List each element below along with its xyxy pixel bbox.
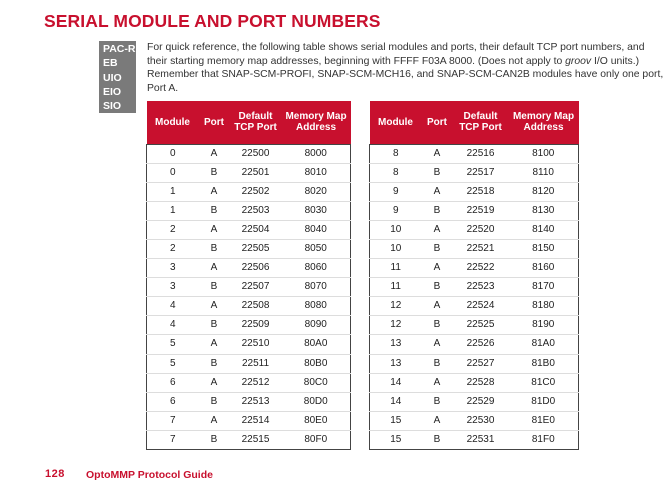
cell-memory-map: 8050 [282,239,351,258]
cell-memory-map: 81C0 [509,373,579,392]
cell-tcp-port: 22509 [230,316,282,335]
cell-module: 7 [169,433,176,445]
cell-memory-map: 8130 [509,201,579,220]
header-memory-map: Memory Map Address [509,101,579,144]
cell-port: A [422,182,453,201]
intro-line [147,55,640,69]
cell-module: 9 [370,182,422,201]
cell-module: 8 [370,144,422,163]
cell-tcp-port: 22513 [230,392,282,411]
cell-memory-map: 80F0 [304,433,328,445]
table-row [147,373,351,392]
cell-module: 0 [147,144,199,163]
port-table-right [369,101,579,450]
cell-port: B [199,392,230,411]
cell-module: 7 [147,411,199,430]
table-row [370,316,579,335]
header-tcp-port: Default TCP Port [453,101,509,144]
table-row [370,430,579,449]
cell-module: 3 [147,259,199,278]
intro-text: I/O units.) [591,55,640,67]
cell-memory-map: 80D0 [282,392,351,411]
cell-port: B [422,392,453,411]
cell-memory-map: 80E0 [282,411,351,430]
table-row [370,239,579,258]
cell-module: 5 [147,335,199,354]
cell-memory-map: 8020 [282,182,351,201]
cell-tcp-port: 22521 [453,239,509,258]
cell-memory-map: 80C0 [282,373,351,392]
cell-port: A [422,297,453,316]
header-tcp-port: Default TCP Port [230,101,282,144]
cell-module: 11 [370,259,422,278]
cell-tcp-port: 22500 [230,144,282,163]
cell-module: 4 [147,297,199,316]
cell-memory-map: 8080 [282,297,351,316]
table-row [147,163,351,182]
cell-memory-map: 81F0 [531,433,555,445]
cell-memory-map: 8100 [509,144,579,163]
cell-tcp-port: 22502 [230,182,282,201]
cell-memory-map: 80A0 [282,335,351,354]
cell-memory-map: 8010 [282,163,351,182]
cell-module: 11 [370,278,422,297]
cell-module: 4 [147,316,199,335]
sidebar-tag: PAC-R [103,43,136,55]
cell-memory-map: 80B0 [282,354,351,373]
table-row [147,430,351,449]
table-row [370,182,579,201]
cell-tcp-port: 22525 [453,316,509,335]
table-row [370,411,579,430]
header-memory-map: Memory Map Address [282,101,351,144]
cell-memory-map: 81E0 [509,411,579,430]
cell-memory-map: 8150 [509,239,579,258]
table-row [147,354,351,373]
cell-port: A [422,144,453,163]
cell-module: 12 [370,316,422,335]
cell-module: 6 [147,373,199,392]
cell-tcp-port: 22522 [453,259,509,278]
table-row [147,182,351,201]
table-row [147,335,351,354]
cell-module: 1 [147,182,199,201]
table-row [147,220,351,239]
intro-line: Port A. [147,82,179,94]
cell-port: B [422,278,453,297]
intro-paragraph [147,41,663,95]
cell-module: 13 [370,335,422,354]
cell-module: 6 [147,392,199,411]
cell-tcp-port: 22505 [230,239,282,258]
cell-port: A [199,335,230,354]
table-row [147,392,351,411]
cell-memory-map: 8070 [282,278,351,297]
table-row [147,144,351,163]
page-title: SERIAL MODULE AND PORT NUMBERS [44,11,381,31]
header-port: Port [422,101,453,144]
cell-memory-map: 8040 [282,220,351,239]
table-row [370,354,579,373]
table-row [370,297,579,316]
cell-port: B [210,433,218,445]
cell-memory-map: 8030 [282,201,351,220]
cell-port: A [199,373,230,392]
cell-port: A [199,297,230,316]
cell-module: 9 [370,201,422,220]
cell-tcp-port: 22514 [230,411,282,430]
cell-memory-map: 8170 [509,278,579,297]
sidebar-tag: SIO [103,100,122,113]
table-header-row [147,101,351,144]
cell-module: 2 [147,239,199,258]
applicability-sidebar [99,41,136,113]
cell-tcp-port: 22504 [230,220,282,239]
port-table-left [146,101,351,450]
cell-tcp-port: 22529 [453,392,509,411]
cell-port: A [199,411,230,430]
cell-module: 10 [370,239,422,258]
cell-port: A [199,144,230,163]
cell-tcp-port: 22523 [453,278,509,297]
table-row [147,201,351,220]
cell-module: 14 [370,373,422,392]
cell-tcp-port: 22501 [230,163,282,182]
intro-emphasis: groov [565,55,592,67]
cell-port: A [199,220,230,239]
sidebar-tag: EIO [103,85,122,98]
cell-memory-map: 8190 [509,316,579,335]
page-number: 128 [45,468,65,480]
cell-module: 8 [370,163,422,182]
cell-port: A [422,411,453,430]
table-row [147,316,351,335]
cell-port: A [199,182,230,201]
cell-port: A [199,259,230,278]
cell-tcp-port: 22503 [230,201,282,220]
cell-port: B [422,201,453,220]
header-module: Module [147,101,199,144]
cell-port: B [422,316,453,335]
cell-module: 14 [370,392,422,411]
cell-module: 2 [147,220,199,239]
table-row [147,297,351,316]
table-row [370,278,579,297]
table-row [370,335,579,354]
cell-port: A [422,220,453,239]
header-port: Port [199,101,230,144]
header-module: Module [370,101,422,144]
cell-port: B [433,433,441,445]
cell-port: B [199,239,230,258]
table-row [370,220,579,239]
cell-memory-map: 8120 [509,182,579,201]
cell-tcp-port: 22506 [230,259,282,278]
table-row [370,392,579,411]
cell-tcp-port: 22508 [230,297,282,316]
cell-tcp-port: 22526 [453,335,509,354]
cell-tcp-port: 22515 [241,433,270,445]
cell-tcp-port: 22510 [230,335,282,354]
cell-port: A [422,373,453,392]
guide-title: OptoMMP Protocol Guide [86,469,213,481]
cell-tcp-port: 22507 [230,278,282,297]
cell-port: B [422,354,453,373]
cell-tcp-port: 22511 [230,354,282,373]
cell-memory-map: 8060 [282,259,351,278]
cell-port: B [422,163,453,182]
cell-tcp-port: 22512 [230,373,282,392]
intro-line: For quick reference, the following table shows serial modules and ports, their default TCP port numbers, and [147,42,645,53]
cell-port: A [422,259,453,278]
cell-tcp-port: 22517 [453,163,509,182]
intro-line: Remember that SNAP-SCM-PROFI, SNAP-SCM-MCH16, and SNAP-SCM-CAN2B modules have only one port, [147,69,663,81]
cell-module: 1 [147,201,199,220]
cell-port: B [199,163,230,182]
cell-tcp-port: 22530 [453,411,509,430]
table-row [370,373,579,392]
table-row [147,239,351,258]
cell-module: 0 [147,163,199,182]
cell-memory-map: 81A0 [509,335,579,354]
cell-memory-map: 8000 [282,144,351,163]
cell-memory-map: 81B0 [509,354,579,373]
cell-memory-map: 8180 [509,297,579,316]
cell-tcp-port: 22527 [453,354,509,373]
table-row [370,163,579,182]
cell-port: B [422,239,453,258]
cell-tcp-port: 22516 [453,144,509,163]
cell-memory-map: 8160 [509,259,579,278]
cell-tcp-port: 22531 [466,433,495,445]
cell-port: B [199,354,230,373]
cell-module: 15 [370,411,422,430]
table-row [147,278,351,297]
table-row [147,411,351,430]
table-row [370,201,579,220]
cell-memory-map: 8140 [509,220,579,239]
table-header-row [370,101,579,144]
cell-module: 5 [147,354,199,373]
cell-module: 3 [147,278,199,297]
sidebar-tag: UIO [103,71,122,84]
table-row [370,144,579,163]
cell-memory-map: 8110 [509,163,579,182]
cell-port: B [199,316,230,335]
cell-tcp-port: 22528 [453,373,509,392]
cell-tcp-port: 22518 [453,182,509,201]
cell-module: 13 [370,354,422,373]
cell-tcp-port: 22519 [453,201,509,220]
cell-port: B [199,278,230,297]
cell-module: 12 [370,297,422,316]
cell-tcp-port: 22524 [453,297,509,316]
table-row [370,259,579,278]
cell-module: 10 [370,220,422,239]
cell-port: A [422,335,453,354]
cell-port: B [199,201,230,220]
cell-memory-map: 81D0 [509,392,579,411]
intro-text: their starting memory map addresses, beginning with FFFF F03A 8000. (Does not apply to [147,55,566,67]
cell-module: 15 [390,433,402,445]
cell-memory-map: 8090 [282,316,351,335]
sidebar-tag: EB [103,57,118,70]
table-row [147,259,351,278]
cell-tcp-port: 22520 [453,220,509,239]
